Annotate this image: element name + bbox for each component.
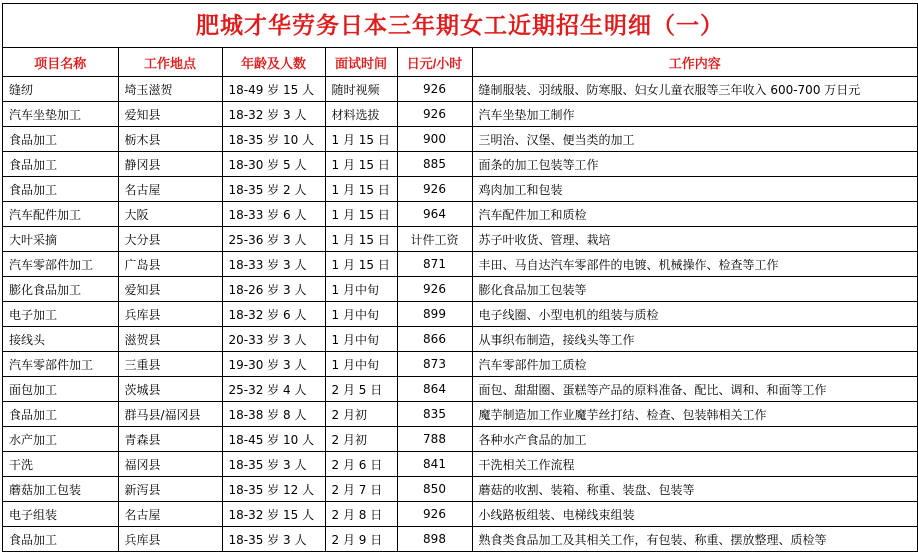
table-row — [3, 352, 917, 377]
table-row — [3, 77, 917, 102]
cell-hourly-wage: 873 — [397, 352, 472, 377]
cell-age-and-count: 18-49 岁 15 人 — [222, 77, 325, 102]
cell-project-name: 食品加工 — [3, 177, 118, 202]
cell-job-content: 丰田、马自达汽车零部件的电镀、机械操作、检查等工作 — [472, 252, 917, 277]
cell-interview-time: 1 月中旬 — [325, 302, 397, 327]
cell-hourly-wage: 899 — [397, 302, 472, 327]
header-row — [3, 48, 917, 77]
cell-project-name: 电子组装 — [3, 502, 118, 527]
cell-work-location: 兵库县 — [118, 527, 222, 552]
cell-job-content: 汽车零部件加工质检 — [472, 352, 917, 377]
cell-project-name: 食品加工 — [3, 127, 118, 152]
cell-age-and-count: 18-35 岁 3 人 — [222, 452, 325, 477]
cell-work-location: 名古屋 — [118, 502, 222, 527]
cell-project-name: 干洗 — [3, 452, 118, 477]
cell-job-content: 缝制服装、羽绒服、防寒服、妇女儿童衣服等三年收入 600-700 万日元 — [472, 77, 917, 102]
cell-job-content: 电子线圈、小型电机的组装与质检 — [472, 302, 917, 327]
cell-age-and-count: 18-33 岁 3 人 — [222, 252, 325, 277]
cell-interview-time: 1 月 15 日 — [325, 202, 397, 227]
cell-hourly-wage: 841 — [397, 452, 472, 477]
cell-job-content: 膨化食品加工包装等 — [472, 277, 917, 302]
table-row — [3, 202, 917, 227]
cell-hourly-wage: 964 — [397, 202, 472, 227]
cell-work-location: 埼玉滋贺 — [118, 77, 222, 102]
cell-job-content: 汽车配件加工和质检 — [472, 202, 917, 227]
cell-interview-time: 1 月 15 日 — [325, 152, 397, 177]
cell-interview-time: 2 月 6 日 — [325, 452, 397, 477]
cell-work-location: 青森县 — [118, 427, 222, 452]
cell-interview-time: 1 月 15 日 — [325, 177, 397, 202]
cell-project-name: 食品加工 — [3, 152, 118, 177]
cell-age-and-count: 18-35 岁 12 人 — [222, 477, 325, 502]
cell-interview-time: 1 月 15 日 — [325, 227, 397, 252]
cell-age-and-count: 18-30 岁 5 人 — [222, 152, 325, 177]
sheet-title: 肥城才华劳务日本三年期女工近期招生明细（一） — [3, 4, 917, 48]
header-age-and-count: 年龄及人数 — [222, 48, 325, 77]
header-hourly-wage: 日元/小时 — [397, 48, 472, 77]
cell-age-and-count: 18-33 岁 6 人 — [222, 202, 325, 227]
table-row — [3, 527, 917, 552]
table-row — [3, 402, 917, 427]
cell-work-location: 群马县/福冈县 — [118, 402, 222, 427]
cell-project-name: 膨化食品加工 — [3, 277, 118, 302]
cell-project-name: 面包加工 — [3, 377, 118, 402]
cell-job-content: 苏子叶收货、管理、栽培 — [472, 227, 917, 252]
cell-interview-time: 1 月中旬 — [325, 352, 397, 377]
cell-work-location: 静冈县 — [118, 152, 222, 177]
table-row — [3, 327, 917, 352]
cell-age-and-count: 19-30 岁 3 人 — [222, 352, 325, 377]
cell-project-name: 电子加工 — [3, 302, 118, 327]
cell-work-location: 大阪 — [118, 202, 222, 227]
table-row — [3, 477, 917, 502]
cell-job-content: 面包、甜甜圈、蛋糕等产品的原料准备、配比、调和、和面等工作 — [472, 377, 917, 402]
cell-hourly-wage: 900 — [397, 127, 472, 152]
cell-hourly-wage: 850 — [397, 477, 472, 502]
cell-hourly-wage: 926 — [397, 102, 472, 127]
header-job-content: 工作内容 — [472, 48, 917, 77]
cell-project-name: 汽车坐垫加工 — [3, 102, 118, 127]
cell-age-and-count: 18-35 岁 10 人 — [222, 127, 325, 152]
cell-hourly-wage: 926 — [397, 502, 472, 527]
cell-interview-time: 2 月 8 日 — [325, 502, 397, 527]
cell-age-and-count: 18-35 岁 2 人 — [222, 177, 325, 202]
cell-interview-time: 2 月 9 日 — [325, 527, 397, 552]
cell-hourly-wage: 计件工资 — [397, 227, 472, 252]
cell-hourly-wage: 871 — [397, 252, 472, 277]
cell-interview-time: 2 月初 — [325, 427, 397, 452]
cell-job-content: 干洗相关工作流程 — [472, 452, 917, 477]
cell-interview-time: 2 月初 — [325, 402, 397, 427]
table-row — [3, 127, 917, 152]
table-row — [3, 177, 917, 202]
cell-age-and-count: 18-45 岁 10 人 — [222, 427, 325, 452]
cell-job-content: 蘑菇的收割、装箱、称重、装盘、包装等 — [472, 477, 917, 502]
cell-work-location: 爱知县 — [118, 102, 222, 127]
table-row — [3, 502, 917, 527]
header-project-name: 项目名称 — [3, 48, 118, 77]
cell-hourly-wage: 898 — [397, 527, 472, 552]
cell-interview-time: 随时视频 — [325, 77, 397, 102]
header-work-location: 工作地点 — [118, 48, 222, 77]
cell-project-name: 缝纫 — [3, 77, 118, 102]
cell-age-and-count: 18-32 岁 6 人 — [222, 302, 325, 327]
cell-hourly-wage: 835 — [397, 402, 472, 427]
cell-hourly-wage: 864 — [397, 377, 472, 402]
cell-age-and-count: 18-38 岁 8 人 — [222, 402, 325, 427]
cell-job-content: 各种水产食品的加工 — [472, 427, 917, 452]
cell-hourly-wage: 926 — [397, 77, 472, 102]
cell-project-name: 汽车零部件加工 — [3, 252, 118, 277]
cell-job-content: 汽车坐垫加工制作 — [472, 102, 917, 127]
cell-job-content: 鸡肉加工和包装 — [472, 177, 917, 202]
cell-job-content: 面条的加工包装等工作 — [472, 152, 917, 177]
cell-job-content: 从事织布制造，接线头等工作 — [472, 327, 917, 352]
cell-age-and-count: 18-35 岁 3 人 — [222, 527, 325, 552]
cell-project-name: 大叶采摘 — [3, 227, 118, 252]
cell-work-location: 兵库县 — [118, 302, 222, 327]
cell-age-and-count: 20-33 岁 3 人 — [222, 327, 325, 352]
cell-age-and-count: 18-26 岁 3 人 — [222, 277, 325, 302]
cell-job-content: 熟食类食品加工及其相关工作，有包装、称重、摆放整理、质检等 — [472, 527, 917, 552]
recruitment-table — [3, 48, 917, 551]
cell-project-name: 接线头 — [3, 327, 118, 352]
cell-age-and-count: 25-32 岁 4 人 — [222, 377, 325, 402]
cell-hourly-wage: 788 — [397, 427, 472, 452]
cell-age-and-count: 25-36 岁 3 人 — [222, 227, 325, 252]
table-row — [3, 102, 917, 127]
cell-work-location: 茨城县 — [118, 377, 222, 402]
cell-interview-time: 2 月 5 日 — [325, 377, 397, 402]
table-row — [3, 277, 917, 302]
cell-project-name: 水产加工 — [3, 427, 118, 452]
cell-work-location: 福冈县 — [118, 452, 222, 477]
table-row — [3, 377, 917, 402]
cell-interview-time: 材料选拔 — [325, 102, 397, 127]
cell-project-name: 食品加工 — [3, 527, 118, 552]
cell-job-content: 三明治、汉堡、便当类的加工 — [472, 127, 917, 152]
cell-interview-time: 1 月 15 日 — [325, 252, 397, 277]
cell-project-name: 食品加工 — [3, 402, 118, 427]
table-row — [3, 252, 917, 277]
cell-work-location: 广岛县 — [118, 252, 222, 277]
cell-hourly-wage: 885 — [397, 152, 472, 177]
cell-work-location: 爱知县 — [118, 277, 222, 302]
cell-hourly-wage: 926 — [397, 277, 472, 302]
cell-age-and-count: 18-32 岁 15 人 — [222, 502, 325, 527]
cell-hourly-wage: 866 — [397, 327, 472, 352]
cell-work-location: 滋贺县 — [118, 327, 222, 352]
cell-job-content: 魔芋制造加工作业魔芋丝打结、检查、包装韩相关工作 — [472, 402, 917, 427]
header-interview-time: 面试时间 — [325, 48, 397, 77]
cell-interview-time: 2 月 7 日 — [325, 477, 397, 502]
cell-job-content: 小线路板组装、电梯线束组装 — [472, 502, 917, 527]
table-row — [3, 302, 917, 327]
table-row — [3, 227, 917, 252]
cell-work-location: 三重县 — [118, 352, 222, 377]
cell-work-location: 新泻县 — [118, 477, 222, 502]
cell-age-and-count: 18-32 岁 3 人 — [222, 102, 325, 127]
recruitment-sheet — [2, 3, 918, 552]
cell-work-location: 栃木县 — [118, 127, 222, 152]
cell-hourly-wage: 926 — [397, 177, 472, 202]
cell-project-name: 汽车配件加工 — [3, 202, 118, 227]
cell-work-location: 名古屋 — [118, 177, 222, 202]
cell-project-name: 蘑菇加工包装 — [3, 477, 118, 502]
cell-interview-time: 1 月 15 日 — [325, 127, 397, 152]
table-row — [3, 427, 917, 452]
table-row — [3, 452, 917, 477]
cell-work-location: 大分县 — [118, 227, 222, 252]
cell-interview-time: 1 月中旬 — [325, 327, 397, 352]
table-row — [3, 152, 917, 177]
cell-project-name: 汽车零部件加工 — [3, 352, 118, 377]
cell-interview-time: 1 月中旬 — [325, 277, 397, 302]
